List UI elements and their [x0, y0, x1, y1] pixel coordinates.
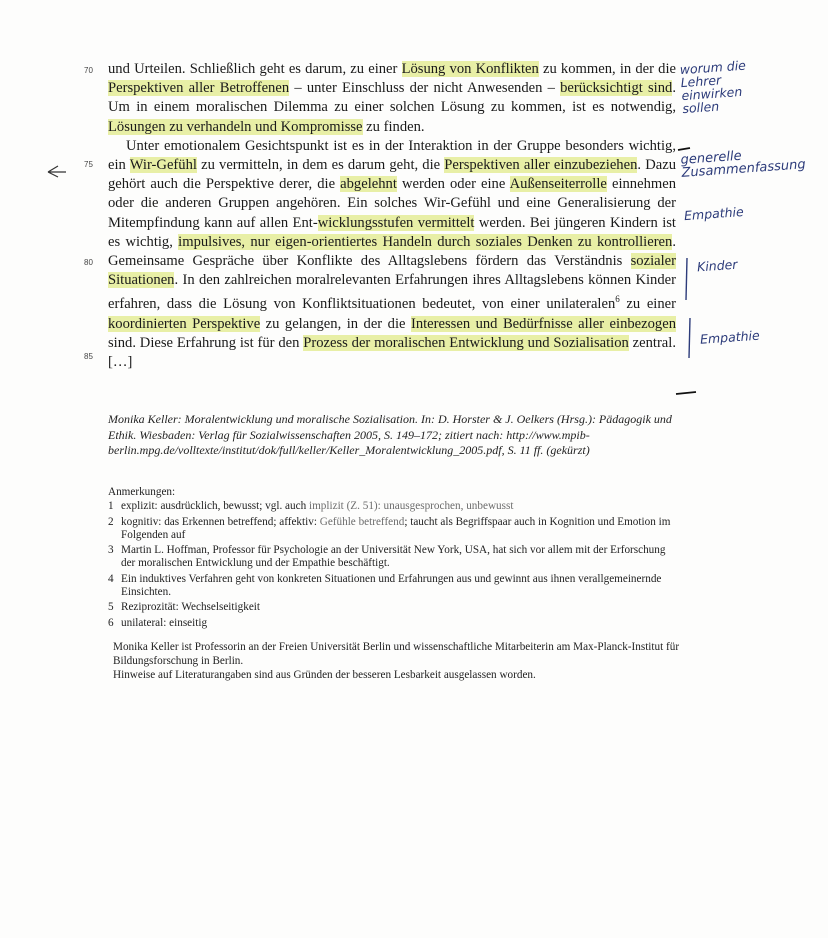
margin-bracket-mark — [686, 258, 687, 300]
text-run: . In den zahlreichen moralrelevanten Erfahrungen ihres Alltagslebens können Kinder erfahren, dass die Lösung von Konfliktsituationen bedeutet, von einer unilateralen — [108, 272, 676, 313]
highlighted-text: abgelehnt — [340, 176, 397, 193]
text-run: werden oder eine — [396, 176, 510, 193]
highlighted-text: berücksichtigt sind — [560, 80, 673, 97]
source-citation: Monika Keller: Moralentwicklung und moralische Sozialisation. In: D. Horster & J. Oelkers (Hrsg.): Pädagogik und Ethik. Wiesbaden: Verlag für Sozialwissenschaften 2005, S. 149–172; zitiert nach: http://www.mpib-berlin.mpg.de/volltexte/institut/dok/full/keller/Keller_Moralentwicklung_2005.pdf, S. 11 ff. (gekürzt) — [108, 412, 672, 457]
literature-note: Hinweise auf Literaturangaben sind aus Gründen der besseren Lesbarkeit ausgelassen worden. — [113, 669, 536, 681]
note-text-part: kognitiv: das Erkennen betreffend; affektiv: — [121, 515, 320, 528]
note-text-part: Gefühle betreffend — [319, 515, 405, 528]
text-run: zu kommen, in der die — [538, 61, 676, 77]
text-run: sind. Diese Erfahrung ist für den — [108, 334, 304, 351]
text-run: werden. Bei jüngeren Kindern ist es wichtig, — [108, 214, 676, 250]
highlighted-text: Lösung von Konflikten — [401, 61, 539, 77]
note-text: Ein induktives Verfahren geht von konkreten Situationen und Erfahrungen aus und gewinnt aus ihnen verallgemeinernde Einsichten. — [121, 572, 662, 599]
text-run: . Dazu gehört auch die Perspektive derer, die — [108, 157, 676, 193]
highlighted-text: Außenseiterrolle — [509, 176, 607, 193]
text-run: zu gelangen, in der die — [260, 315, 411, 332]
note-number: 1 — [108, 500, 114, 513]
highlighted-text: Perspektiven aller einzubeziehen — [444, 157, 638, 174]
separator-mark — [676, 392, 696, 394]
text-run: . Um in einem moralischen Dilemma zu einer solchen Lösung zu kommen, ist es notwendig, — [108, 80, 676, 116]
text-run: und Urteilen. Schließlich geht es darum, zu einer — [108, 61, 402, 77]
text-run: – unter Einschluss der nicht Anwesenden – — [289, 80, 561, 97]
note-number: 2 — [108, 515, 114, 528]
separator-mark — [678, 148, 690, 150]
handwritten-note: Empathie — [699, 327, 761, 347]
highlighted-text: Lösungen zu verhandeln und Kompromisse — [108, 118, 363, 135]
note-text-part: ; taucht als Begriffspaar auch in Kognition und Emotion im Folgenden auf — [121, 515, 671, 541]
text-run: einnehmen oder die anderen Gruppen angehören. Ein solches Wir-Gefühl und eine Generalisierung der Mitempfindung kann auf allen Ent- — [108, 176, 676, 231]
handwritten-note: Kinder — [696, 256, 738, 275]
highlighted-text: koordinierten Perspektive — [108, 315, 261, 332]
line-number: 75 — [84, 160, 93, 169]
note-text: Martin L. Hoffman, Professor für Psychologie an der Universität New York, USA, hat sich vor allem mit der Erforschung der moralischen Entwicklung und der Empathie beschäftigt. — [121, 544, 666, 570]
line-number: 70 — [84, 66, 93, 75]
text-run: zu vermitteln, in dem es darum geht, die — [196, 157, 445, 174]
highlighted-text: wicklungsstufen vermittelt — [317, 214, 475, 231]
handwritten-note: generelle Zusammenfassung — [680, 148, 807, 181]
text-run: zentral. […] — [108, 334, 676, 370]
highlighted-text: Prozess der moralischen Entwicklung und Sozialisation — [303, 334, 629, 351]
footnote-ref: 6 — [615, 294, 620, 305]
author-bio: Monika Keller ist Professorin an der Freien Universität Berlin und wissenschaftliche Mitarbeiterin am Max-Planck-Institut für Bildungsforschung in Berlin. — [113, 641, 680, 667]
notes-heading: Anmerkungen: — [108, 486, 176, 498]
text-run: . Gemeinsame Gespräche über Konflikte des Alltagslebens fördern das Verständnis — [108, 233, 676, 270]
text-run: Unter emotionalem Gesichtspunkt ist es in der Interaktion in der Gruppe besonders wichtig, ein — [108, 137, 676, 174]
highlighted-text: impulsives, nur eigen-orientiertes Handeln durch soziales Denken zu kontrollieren — [178, 233, 673, 250]
highlighted-text: sozialer Situationen — [108, 253, 676, 289]
handwritten-note: Empathie — [683, 203, 745, 224]
highlighted-text: Wir-Gefühl — [129, 157, 197, 174]
highlighted-text: Perspektiven aller Betroffenen — [108, 80, 290, 97]
note-number: 3 — [108, 544, 114, 557]
note-text-part: implizit (Z. 51): unausgesprochen, unbewusst — [308, 500, 514, 513]
note-text: unilateral: einseitig — [121, 616, 208, 629]
note-number: 4 — [108, 572, 114, 585]
note-text-part: explizit: ausdrücklich, bewusst; vgl. auch — [121, 500, 309, 513]
note-number: 6 — [108, 616, 114, 629]
text-run: zu finden. — [362, 118, 425, 135]
line-number: 80 — [84, 258, 93, 267]
line-number: 85 — [84, 352, 93, 361]
handwritten-note: worum die Lehrer einwirken sollen — [679, 57, 747, 117]
note-text: Reziprozität: Wechselseitigkeit — [121, 601, 261, 614]
margin-bracket-mark — [689, 318, 690, 358]
text-run: zu einer — [619, 296, 676, 313]
note-number: 5 — [108, 601, 114, 614]
margin-arrow-mark — [48, 166, 66, 177]
highlighted-text: Interessen und Bedürfnisse aller einbezogen — [410, 315, 676, 332]
